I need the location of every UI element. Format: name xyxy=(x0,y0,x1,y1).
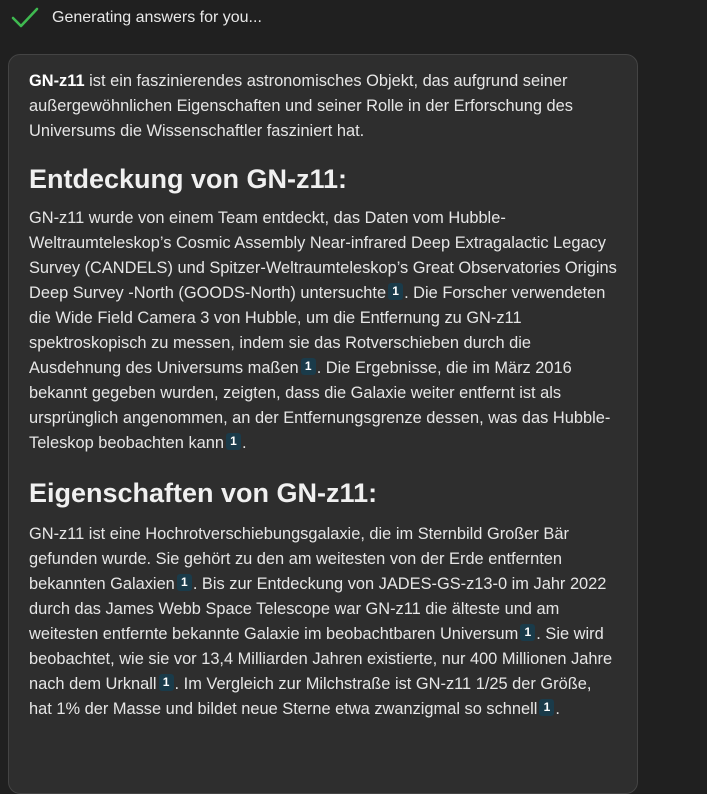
citation-link[interactable]: 1 xyxy=(388,283,403,300)
citation-link[interactable]: 1 xyxy=(520,624,535,641)
checkmark-icon xyxy=(10,6,40,30)
text-segment: . xyxy=(555,700,560,718)
text-segment: . Sie wird beobachtet, wie sie vor 13,4 Milliarden Jahren existierte, nur 400 Millionen Jahre nach dem Urknall xyxy=(29,625,613,693)
answer-card xyxy=(8,54,638,794)
text-segment: . Die Forscher verwendeten die Wide Field Camera 3 von Hubble, um die Entfernung zu GN-z11 spektroskopisch zu messen, indem sie das Rotverschieben durch die Ausdehnung des Universums maßen xyxy=(29,284,606,377)
text-segment: GN-z11 wurde von einem Team entdeckt, das Daten vom Hubble-Weltraumteleskop’s Cosmic Assembly Near-infrared Deep Extragalactic Legacy Survey (CANDELS) und Spitzer-Weltraumteleskop’s Great Observatories Origins Deep Survey -North (GOODS-North) untersuchte xyxy=(29,209,617,302)
status-text: Generating answers for you... xyxy=(52,9,262,26)
discovery-paragraph xyxy=(29,206,617,456)
intro-text: ist ein faszinierendes astronomisches Objekt, das aufgrund seiner außergewöhnlichen Eigenschaften und seiner Rolle in der Erforschung des Universums die Wissenschaftler fasziniert hat. xyxy=(29,72,573,140)
text-segment: . Bis zur Entdeckung von JADES-GS-z13-0 im Jahr 2022 durch das James Webb Space Telescope war GN-z11 die älteste und am weitesten entfernte bekannte Galaxie im beobachtbaren Universum xyxy=(29,575,607,643)
citation-link[interactable]: 1 xyxy=(177,574,192,591)
text-segment: . xyxy=(242,434,247,452)
intro-paragraph xyxy=(29,69,617,144)
text-segment: . Im Vergleich zur Milchstraße ist GN-z11 1/25 der Größe, hat 1% der Masse und bildet neue Sterne etwa zwanzigmal so schnell xyxy=(29,675,592,718)
citation-link[interactable]: 1 xyxy=(539,699,554,716)
citation-link[interactable]: 1 xyxy=(226,433,241,450)
citation-link[interactable]: 1 xyxy=(301,358,316,375)
section-heading-properties: Eigenschaften von GN-z11: xyxy=(29,478,378,508)
text-segment: GN-z11 ist eine Hochrotverschiebungsgalaxie, die im Sternbild Großer Bär gefunden wurde. Sie gehört zu den am weitesten von der Erde entfernten bekannten Galaxien xyxy=(29,525,569,593)
intro-subject: GN-z11 xyxy=(29,72,85,90)
properties-paragraph xyxy=(29,522,617,722)
section-heading-discovery: Entdeckung von GN-z11: xyxy=(29,164,348,194)
text-segment: . Die Ergebnisse, die im März 2016 bekannt gegeben wurden, zeigten, dass die Galaxie weiter entfernt ist als ursprünglich angenommen, an der Entfernungsgrenze dessen, was das Hubble-Teleskop beobachten kann xyxy=(29,359,611,452)
citation-link[interactable]: 1 xyxy=(159,674,174,691)
